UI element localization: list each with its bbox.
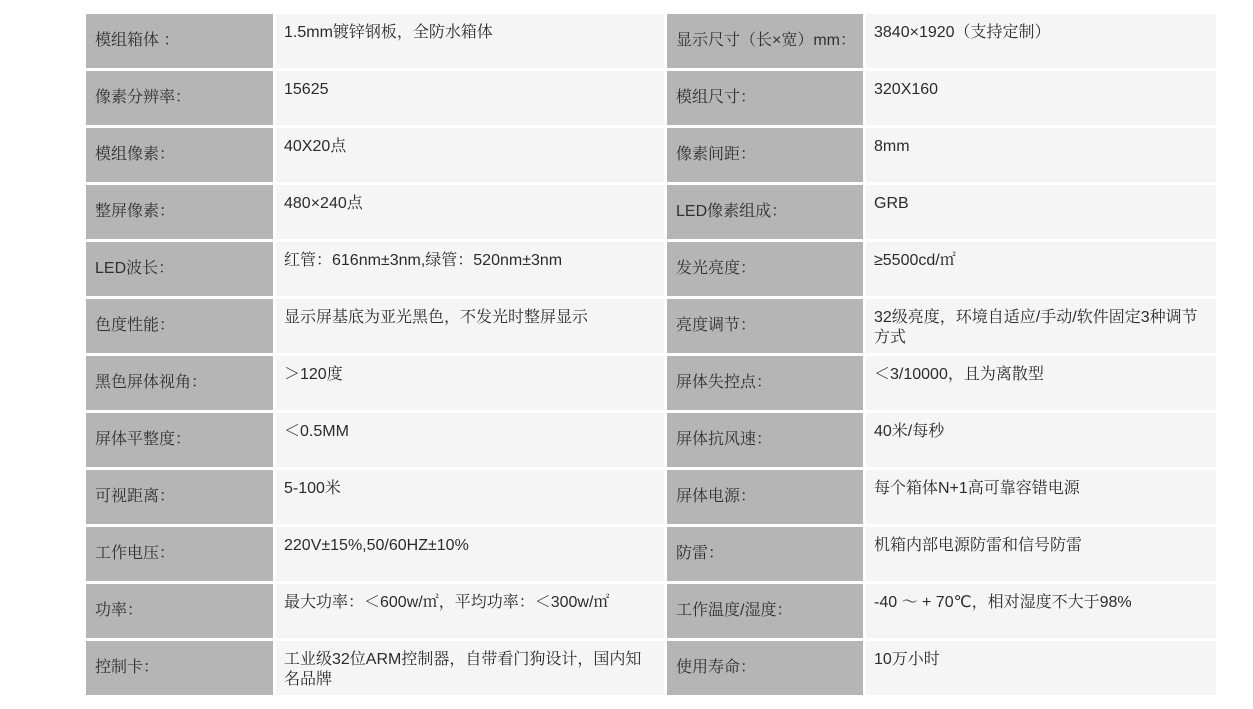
spec-label-cell: 亮度调节： xyxy=(667,299,863,353)
spec-value-cell: 每个箱体N+1高可靠容错电源 xyxy=(866,470,1216,524)
spec-table xyxy=(86,14,1216,695)
spec-value-cell: 32级亮度，环境自适应/手动/软件固定3种调节方式 xyxy=(866,299,1216,353)
spec-value-cell: ＜0.5MM xyxy=(276,413,664,467)
spec-value-cell: 显示屏基底为亚光黑色，不发光时整屏显示 xyxy=(276,299,664,353)
spec-value-cell: 15625 xyxy=(276,71,664,125)
spec-value-cell: 480×240点 xyxy=(276,185,664,239)
spec-value-cell: ＞120度 xyxy=(276,356,664,410)
spec-label-cell: 发光亮度： xyxy=(667,242,863,296)
spec-label-cell: 屏体平整度： xyxy=(86,413,273,467)
spec-value-cell: ＜3/10000，且为离散型 xyxy=(866,356,1216,410)
spec-value-cell: GRB xyxy=(866,185,1216,239)
spec-value-cell: 320X160 xyxy=(866,71,1216,125)
spec-value-cell: -40 ～ + 70℃，相对湿度不大于98% xyxy=(866,584,1216,638)
spec-value-cell: 3840×1920（支持定制） xyxy=(866,14,1216,68)
spec-value-cell: 红管：616nm±3nm,绿管：520nm±3nm xyxy=(276,242,664,296)
spec-value-cell: 工业级32位ARM控制器，自带看门狗设计，国内知名品牌 xyxy=(276,641,664,695)
spec-value-cell: 40X20点 xyxy=(276,128,664,182)
spec-label-cell: 工作温度/湿度： xyxy=(667,584,863,638)
spec-label-cell: LED像素组成： xyxy=(667,185,863,239)
spec-label-cell: 屏体电源： xyxy=(667,470,863,524)
spec-label-cell: 屏体失控点： xyxy=(667,356,863,410)
spec-label-cell: 模组箱体 ： xyxy=(86,14,273,68)
spec-label-cell: 控制卡： xyxy=(86,641,273,695)
spec-value-cell: 机箱内部电源防雷和信号防雷 xyxy=(866,527,1216,581)
spec-label-cell: 功率： xyxy=(86,584,273,638)
spec-label-cell: 使用寿命： xyxy=(667,641,863,695)
spec-value-cell: 5-100米 xyxy=(276,470,664,524)
spec-label-cell: 屏体抗风速： xyxy=(667,413,863,467)
spec-label-cell: LED波长： xyxy=(86,242,273,296)
spec-label-cell: 模组尺寸： xyxy=(667,71,863,125)
spec-label-cell: 防雷： xyxy=(667,527,863,581)
spec-label-cell: 色度性能： xyxy=(86,299,273,353)
spec-value-cell: 1.5mm镀锌钢板，全防水箱体 xyxy=(276,14,664,68)
spec-label-cell: 可视距离： xyxy=(86,470,273,524)
spec-label-cell: 显示尺寸（长×宽）mm： xyxy=(667,14,863,68)
spec-value-cell: 40米/每秒 xyxy=(866,413,1216,467)
spec-value-cell: 最大功率：＜600w/㎡，平均功率：＜300w/㎡ xyxy=(276,584,664,638)
spec-value-cell: ≥5500cd/㎡ xyxy=(866,242,1216,296)
spec-value-cell: 10万小时 xyxy=(866,641,1216,695)
spec-label-cell: 黑色屏体视角： xyxy=(86,356,273,410)
spec-label-cell: 整屏像素： xyxy=(86,185,273,239)
spec-value-cell: 220V±15%,50/60HZ±10% xyxy=(276,527,664,581)
spec-label-cell: 像素分辨率： xyxy=(86,71,273,125)
spec-label-cell: 像素间距： xyxy=(667,128,863,182)
spec-label-cell: 模组像素： xyxy=(86,128,273,182)
spec-label-cell: 工作电压： xyxy=(86,527,273,581)
spec-value-cell: 8mm xyxy=(866,128,1216,182)
